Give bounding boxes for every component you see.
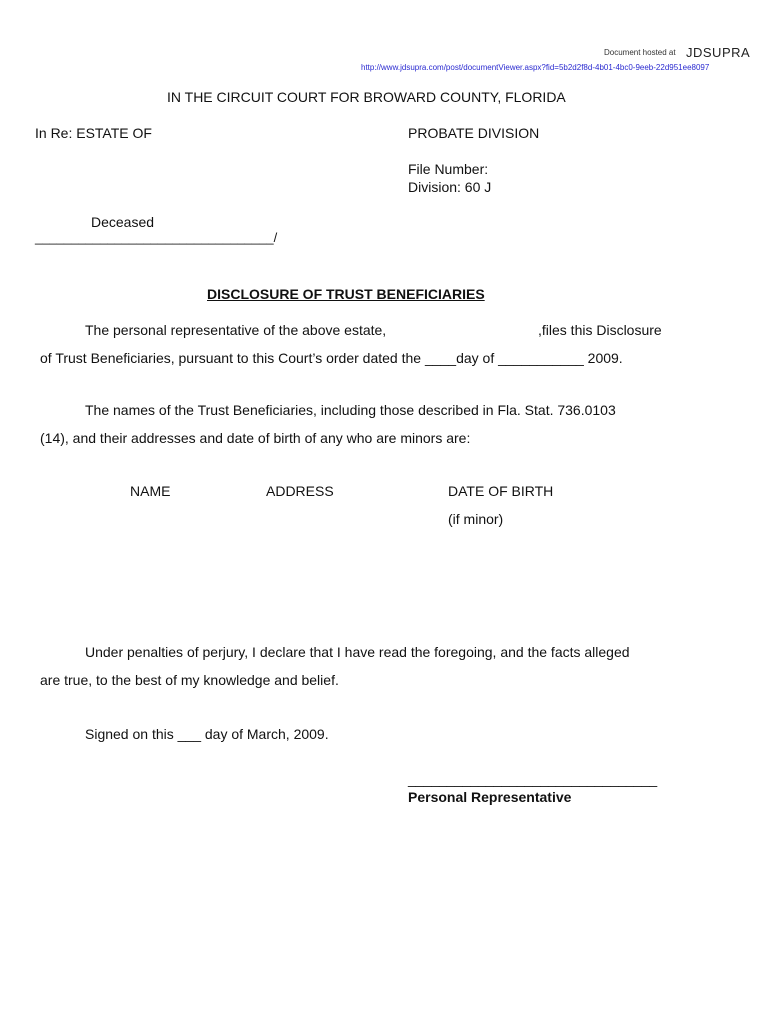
column-header-address: ADDRESS [266,483,334,499]
court-title: IN THE CIRCUIT COURT FOR BROWARD COUNTY, FLORIDA [167,89,566,105]
paragraph-3-line-2: are true, to the best of my knowledge and belief. [40,672,339,688]
representative-label: Personal Representative [408,789,572,805]
signed-on-line: Signed on this ___ day of March, 2009. [85,726,329,742]
file-number: File Number: [408,161,489,177]
column-header-name: NAME [130,483,171,499]
paragraph-3-line-1: Under penalties of perjury, I declare that I have read the foregoing, and the facts alleged [85,644,630,660]
paragraph-1-line-1b: ,files this Disclosure [538,322,662,338]
in-re-label: In Re: ESTATE OF [35,125,152,141]
document-heading: DISCLOSURE OF TRUST BENEFICIARIES [207,286,485,302]
division-number: Division: 60 J [408,179,492,195]
representative-signature-line: ________________________________ [408,771,658,787]
paragraph-2-line-1: The names of the Trust Beneficiaries, including those described in Fla. Stat. 736.0103 [85,402,616,418]
deceased-label: Deceased [91,214,155,230]
hosted-text: Document hosted at [604,48,676,57]
source-url-link[interactable]: http://www.jdsupra.com/post/documentViewer.aspx?fid=5b2d2f8d-4b01-4bc0-9eeb-22d951ee8097 [361,63,710,72]
column-header-dob-note: (if minor) [448,511,504,527]
jdsupra-logo: JDSUPRA [686,45,751,60]
paragraph-1-line-1a: The personal representative of the above estate, [85,322,387,338]
paragraph-2-line-2: (14), and their addresses and date of birth of any who are minors are: [40,430,471,446]
deceased-signature-line: _________________________________/ [35,230,278,245]
paragraph-1-line-2: of Trust Beneficiaries, pursuant to this Court’s order dated the ____day of ___________ 2009. [40,350,623,366]
column-header-dob: DATE OF BIRTH [448,483,554,499]
probate-division: PROBATE DIVISION [408,125,540,141]
